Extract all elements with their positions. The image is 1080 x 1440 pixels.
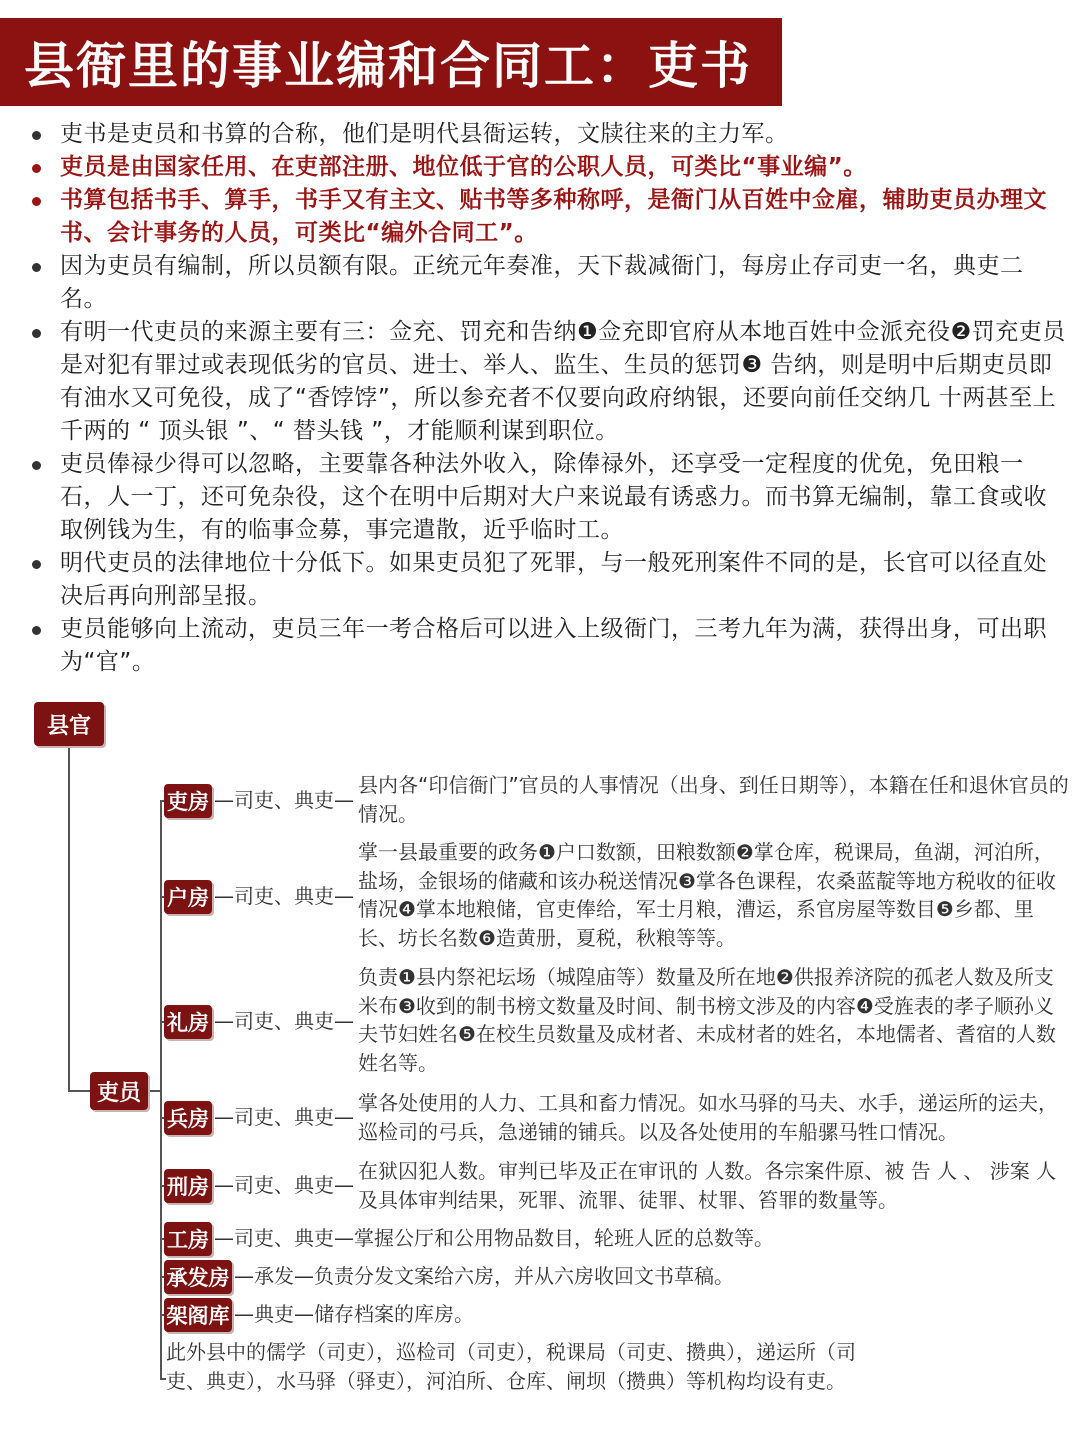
bullet-item-highlight: 书算包括书手、算手，书手又有主文、贴书等多种称呼，是衙门从百姓中佥雇，辅助吏员办理文书、会计事务的人员，可类比“编外合同工”。 <box>30 184 1070 250</box>
bullet-item: 明代吏员的法律地位十分低下。如果吏员犯了死罪，与一般死刑案件不同的是，长官可以径直处决后再向刑部呈报。 <box>30 547 1070 613</box>
room-staff: —司吏、典吏—掌握公厅和公用物品数目，轮班人匠的总数等。 <box>214 1226 774 1250</box>
room-description: 在狱囚犯人数。审判已毕及正在审讯的 人数。各宗案件原、被 告 人 、 涉案 人 及具体审判结果，死罪、流罪、徒罪、杖罪、笞罪的数量等。 <box>358 1159 1057 1212</box>
bullet-dot-icon <box>32 329 41 338</box>
room-label: 承发房 <box>164 1260 232 1294</box>
bullet-dot-icon <box>32 197 41 206</box>
room-label: 工房 <box>164 1222 212 1256</box>
bullet-list <box>30 118 1070 679</box>
tree-footnote: 此外县中的儒学（司吏），巡检司（司吏），税课局（司吏、攒典），递运所（司吏、典吏），水马驿（驿吏），河泊所、仓库、闸坝（攒典）等机构均设有吏。 <box>166 1340 856 1393</box>
room-staff: —司吏、典吏— <box>214 1009 354 1033</box>
tree-root-line <box>68 746 70 1092</box>
room-staff: —司吏、典吏— <box>214 884 354 908</box>
bullet-dot-icon <box>32 560 41 569</box>
bullet-dot-icon <box>32 131 41 140</box>
bullet-dot-icon <box>32 461 41 470</box>
room-staff: —典吏—储存档案的库房。 <box>234 1302 474 1326</box>
room-label: 架阁库 <box>164 1298 232 1332</box>
bullet-dot-icon <box>32 164 41 173</box>
bullet-item: 吏员俸禄少得可以忽略，主要靠各种法外收入，除俸禄外，还享受一定程度的优免，免田粮一石，人一丁，还可免杂役，这个在明中后期对大户来说最有诱惑力。而书算无编制，靠工食或收取例钱为生，有的临事佥募，事完遣散，近乎临时工。 <box>30 448 1070 547</box>
bullet-item: 吏员能够向上流动，吏员三年一考合格后可以进入上级衙门，三考九年为满，获得出身，可出职为“官”。 <box>30 613 1070 679</box>
room-staff: —司吏、典吏— <box>214 788 354 812</box>
bullet-dot-icon <box>32 263 41 272</box>
room-label: 礼房 <box>164 1005 212 1039</box>
room-description: 县内各“印信衙门”官员的人事情况（出身、到任日期等），本籍在任和退休官员的情况。 <box>358 773 1069 826</box>
bullet-item: 有明一代吏员的来源主要有三：佥充、罚充和告纳❶佥充即官府从本地百姓中佥派充役❷罚充吏员是对犯有罪过或表现低劣的官员、进士、举人、监生、生员的惩罚❸ 告纳，则是明中后期吏员即有油水又可免役，成了“香饽饽”，所以参充者不仅要向政府纳银，还要向前任交纳几 十两甚至上千两的 “ 顶头银 ”、“ 替头钱 ”，才能顺利谋到职位。 <box>30 316 1070 448</box>
room-description: 负责❶县内祭祀坛场（城隍庙等）数量及所在地❷供报养济院的孤老人数及所支米布❸收到的制书榜文数量及时间、制书榜文涉及的内容❹受旌表的孝子顺孙义夫节妇姓名❺在校生员数量及成材者、未成材者的姓名，本地儒者、耆宿的人数姓名等。 <box>358 965 1056 1075</box>
room-staff: —承发—负责分发文案给六房，并从六房收回文书草稿。 <box>234 1264 734 1288</box>
room-staff: —司吏、典吏— <box>214 1105 354 1129</box>
title-banner <box>0 18 782 106</box>
room-staff: —司吏、典吏— <box>214 1173 354 1197</box>
tree-spine-line <box>160 800 162 1378</box>
bullet-item: 因为吏员有编制，所以员额有限。正统元年奏准，天下裁减衙门，每房止存司吏一名，典吏二名。 <box>30 250 1070 316</box>
tree-branch-connector <box>68 1090 90 1092</box>
room-label: 刑房 <box>164 1169 212 1203</box>
branch-label-clerks: 吏员 <box>90 1072 148 1110</box>
room-label: 户房 <box>164 880 212 914</box>
bullet-item: 吏书是吏员和书算的合称，他们是明代县衙运转，文牍往来的主力军。 <box>30 118 1070 151</box>
bullet-dot-icon <box>32 626 41 635</box>
room-label: 吏房 <box>164 784 212 818</box>
room-label: 兵房 <box>164 1101 212 1135</box>
room-description: 掌一县最重要的政务❶户口数额，田粮数额❷掌仓库，税课局，鱼湖，河泊所，盐场，金银场的储藏和该办税送情况❸掌各色课程，农桑蓝靛等地方税收的征收情况❹掌本地粮储，官吏俸给，军士月粮，漕运，系官房屋等数目❺乡都、里长、坊长名数❻造黄册，夏税，秋粮等等。 <box>358 840 1056 950</box>
room-description: 掌各处使用的人力、工具和畜力情况。如水马驿的马夫、水手，递运所的运夫，巡检司的弓兵，急递铺的铺兵。以及各处使用的车船骡马牲口情况。 <box>358 1091 1058 1144</box>
bullet-item-highlight: 吏员是由国家任用、在吏部注册、地位低于官的公职人员，可类比“事业编”。 <box>30 151 1070 184</box>
root-label-county-magistrate: 县官 <box>34 702 104 746</box>
page-title: 县衙里的事业编和合同工：吏书 <box>24 37 752 95</box>
